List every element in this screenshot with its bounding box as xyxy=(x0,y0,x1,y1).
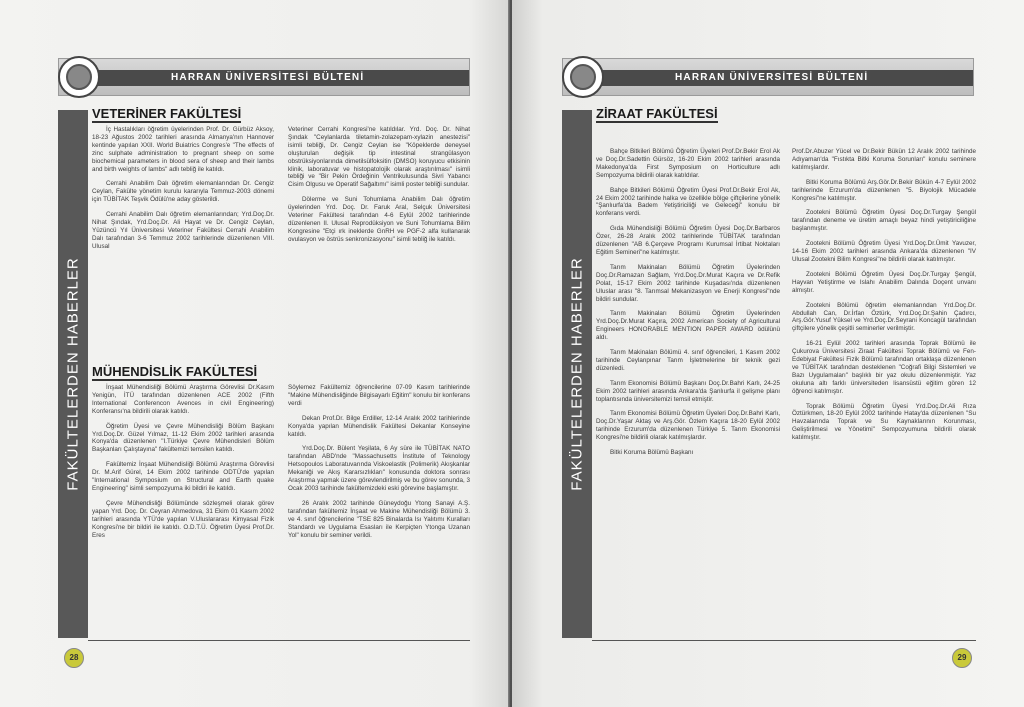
paragraph: Dölerme ve Suni Tohumlama Anabilim Dalı öğretim üyelerinden Yrd. Doç. Dr. Faruk Aral, Selçuk Üniversitesi Veteriner Fakültesi tarafından 4-6 Eylül 2002 tarihlerinde düzenlenen II. Ulusal Reprodüksiyon ve Suni Tohumlama Bilim Kongresine "Etçi ırk ineklerde GnRH ve PGF-2 alfa kullanarak ovulasyon ve östrüs senkronizasyonu" isimli tebliğ ile katıldı. xyxy=(288,196,470,243)
sidebar xyxy=(562,110,592,638)
paragraph: 26 Aralık 2002 tarihinde Güneydoğu Ytong Sanayi A.Ş. tarafından fakültemiz İnşaat ve Makine Mühendisliği Bölümü 3. ve 4. sınıf öğrencilerine "TSE 825 Binalarda Isı Yalıtımı Kuralları Standardı ve Uygulama Esasları ile Kerpiçten Ytonga Uzanan Yol" konulu bir seminer verildi. xyxy=(288,499,470,539)
paragraph: Söylemez Fakültemiz öğrencilerine 07-09 Kasım tarihlerinde "Makine Mühendisliğinde Bilgisayarlı Eğitim" konulu bir konferans verdi xyxy=(288,384,470,407)
page-number: 28 xyxy=(64,648,84,668)
bottom-rule xyxy=(88,640,470,641)
paragraph: Çevre Mühendisliği Bölümünde sözleşmeli olarak görev yapan Yrd. Doç. Dr. Ceyran Ahmedova, 31 Ekim 01 Kasım 2002 tarihleri arasında YTÜ'de yapılan V.Uluslararası Kimyasal Fizik Kongresi'ne bir bildiri ile katıldı. O.D.T.Ü. Öğretim Üyesi Prof.Dr. Eres xyxy=(92,499,274,539)
sidebar-text: FAKÜLTELERDEN HABERLER xyxy=(64,257,82,491)
paragraph: Veteriner Cerrahi Kongresi'ne katıldılar. Yrd. Doç. Dr. Nihat Şındak "Ceylanlarda tiletamin-zolazepam-xylazin anestezisi" isimli tebliği, Dr. Cengiz Ceylan ise "Köpeklerde deneysel oluşturulan değişik tip intestinal strangülasyon obstrüksiyonlarında dimetilsülfoksitin (DMSO) koruyucu etkisinin klinik, laboratuvar ve histopatolojik olarak araştırılması" isimli tebliği ve "Bir Pekin Ördeğinin Ventrikulusunda Sivri Yabancı Cisim Olgusu ve Operatif Sağaltımı" isimli poster tebliği sundular. xyxy=(288,126,470,189)
section-title-veteriner: VETERİNER FAKÜLTESİ xyxy=(92,106,242,121)
university-seal-icon xyxy=(58,56,100,98)
paragraph: Toprak Bölümü Öğretim Üyesi Yrd.Doç.Dr.Ali Rıza Öztürkmen, 18-20 Eylül 2002 tarihinde Hatay'da düzenlenen "Su Havzalarında Toprak ve Su Kaynaklarının Korunması, Geliştirilmesi ve Yönetimi" Sempozyumuna bildirili olarak katılmıştır. xyxy=(792,402,976,442)
paragraph: 16-21 Eylül 2002 tarihleri arasında Toprak Bölümü ile Çukurova Üniversitesi Ziraat Fakültesi Toprak Bölümü ve Fen-Edebiyat Fakültesi Fizik Bölümü tarafından ortaklaşa düzenlenen ve TÜBİTAK tarafından desteklenen "Coğrafi Bilgi Sistemleri ve Bazı Uygulamaları" başlıklı bir yaz okulu düzenlenmiştir. Yaz okuluna altı farklı üniversiteden lisansüstü eğitim gören 12 öğrenci katılmıştır. xyxy=(792,340,976,395)
paragraph: Gıda Mühendisliği Bölümü Öğretim Üyesi Doç.Dr.Barbaros Özer, 26-28 Aralık 2002 tarihlerinde TÜBİTAK tarafından düzenlenen "AB 6.Çerçeve Programı Kurumsal İrtibat Noktaları Eğitim Semineri"ne katılmıştır. xyxy=(596,225,780,256)
vet-column-1 xyxy=(92,126,274,258)
paragraph: Yrd.Doç.Dr. Bülent Yeşilata, 6 Ay süre ile TÜBİTAK NATO tarafından ABD'nde "Massachusetts İnstitute of Teknology Hetsopoulos Laboratuvarında Viskoelastik (Polimerik) Akışkanlar Mekaniği ve Akış Kararsızlıkları" konusunda doktora sonrası Araştırma yapmak üzere görevlendirilmiş ve bu görev sonunda, 3 Ocak 2003 tarihinde fakültemizdeki eski görevine başlamıştır. xyxy=(288,445,470,492)
paragraph: Tarım Makinaları Bölümü Öğretim Üyelerinden Doç.Dr.Ramazan Sağlam, Yrd.Doç.Dr.Murat Kaçıra ve Dr.Refik Polat, 15-17 Ekim 2002 tarihinde Kuşadası'nda düzenlenen Uluslar arası "8. Tarımsal Mekanizasyon ve Enerji Kongresi"nde bildiri sundular. xyxy=(596,263,780,303)
paragraph: İç Hastalıkları öğretim üyelerinden Prof. Dr. Gürbüz Aksoy, 18-23 Ağustos 2002 tarihleri arasında Almanya'nın Hannover kentinde yapılan XXII. World Buiatrics Congres'e "The effects of zinc sulphate administration to pregnant sheep on some biochemical parameters in blood sera of sheep and their lambs and birth weights of lambs" adlı tebliğ ile katıldı. xyxy=(92,126,274,173)
paragraph: Bitki Koruma Bölümü Başkanı xyxy=(610,449,694,457)
paragraph: Bitki Koruma Bölümü Arş.Gör.Dr.Bekir Bükün 4-7 Eylül 2002 tarihlerinde Erzurum'da düzenlenen "5. Biyolojik Mücadele Kongresi"ne katılmıştır. xyxy=(792,178,976,202)
left-page xyxy=(0,0,510,707)
sidebar-text: FAKÜLTELERDEN HABERLER xyxy=(568,257,586,491)
paragraph: Cerrahi Anabilim Dalı öğretim elemanlarından Dr. Cengiz Ceylan, Fakülte yönetim kurulu kararıyla Temmuz-2003 dönemi için TÜBİTAK Teşvik Ödülü'ne aday gösterildi. xyxy=(92,180,274,204)
paragraph: Zootekni Bölümü Öğretim Üyesi Yrd.Doç.Dr.Ümit Yavuzer, 14-16 Ekim 2002 tarihleri arasında Ankara'da düzenlenen "IV Ulusal Zootekni Bilim Kongresi"ne bildirili olarak katılmıştır. xyxy=(792,240,976,263)
paragraph: Tarım Makinaları Bölümü 4. sınıf öğrencileri, 1 Kasım 2002 tarihinde Ceylanpınar Tarım İşletmelerine bir teknik gezi düzenledi. xyxy=(596,349,780,372)
paragraph: Prof.Dr.Abuzer Yücel ve Dr.Bekir Bükün 12 Aralık 2002 tarihinde Adıyaman'da "Fıstıkta Bitki Koruma Sorunları" konulu seminere katılmışlardır. xyxy=(792,148,976,171)
paragraph: Tarım Ekonomisi Bölümü Başkanı Doç.Dr.Bahri Karlı, 24-25 Ekim 2002 tarihleri arasında Ankara'da Şanlıurfa il gelişme planı toplantısında üniversitemizi temsil etmiştir. xyxy=(596,379,780,403)
paragraph: Zootekni Bölümü Öğretim Üyesi Doç.Dr.Turgay Şengül, Hayvan Yetiştirme ve Islahı Anabilim Dalında Doçent unvanı almıştır. xyxy=(792,270,976,294)
paragraph: Bahçe Bitkileri Bölümü Öğretim Üyeleri Prof.Dr.Bekir Erol Ak ve Doç.Dr.Sadettin Gürsöz, 16-20 Ekim 2002 tarihleri arasında Makedonya'da First Symposium on Horticulture adlı Sempozyuma bildirili olarak katıldılar. xyxy=(596,148,780,179)
bulletin-title: HARRAN ÜNİVERSİTESİ BÜLTENİ xyxy=(171,72,365,83)
sidebar xyxy=(58,110,88,638)
paragraph: Cerrahi Anabilim Dalı öğretim elemanlarından; Yrd.Doç.Dr. Nihat Şındak, Yrd.Doç.Dr. Ali Hayat ve Dr. Cengiz Ceylan, Yüzüncü Yıl Üniversitesi Veteriner Fakültesi Cerrahi Anabilim Dalı tarafından 3-6 Temmuz 2002 tarihlerinde düzenlenen VIII. Ulusal xyxy=(92,211,274,250)
paragraph: Zootekni Bölümü Öğretim Üyesi Doç.Dr.Turgay Şengül tarafından deneme ve üretim amaçlı beyaz hindi yetiştiriciliğine başlanmıştır. xyxy=(792,209,976,233)
bottom-rule xyxy=(592,640,976,641)
paragraph: Dekan Prof.Dr. Bilge Erdiller, 12-14 Aralık 2002 tarihlerinde Konya'da yapılan Mühendislik Fakültesi Dekanlar Konseyine katıldı. xyxy=(288,414,470,438)
muh-column-1 xyxy=(92,384,274,546)
university-seal-icon xyxy=(562,56,604,98)
vet-column-2 xyxy=(288,126,470,251)
page-number: 29 xyxy=(952,648,972,668)
ziraat-column-2 xyxy=(792,148,976,449)
paragraph: Tarım Ekonomisi Bölümü Öğretim Üyeleri Doç.Dr.Bahri Karlı, Doç.Dr.Yaşar Aktaş ve Arş.Gör. Özlem Kaçıra 18-20 Eylül 2002 tarihinde Erzurum'da düzenlenen Türkiye 5. Tarım Ekonomisi Kongresi'ne bildirili olarak katılmışlardır. xyxy=(596,410,780,442)
section-title-muhendislik: MÜHENDİSLİK FAKÜLTESİ xyxy=(92,364,258,379)
paragraph: Fakültemiz İnşaat Mühendisliği Bölümü Araştırma Görevlisi Dr. M.Arif Gürel, 14 Ekim 2002 tarihinde ODTÜ'de yapılan "International Symposium on Structural and Earth quake Engineering" isimli sempozyuma iki bildiri ile katıldı. xyxy=(92,461,274,492)
paragraph: Tarım Makinaları Bölümü Öğretim Üyelerinden Yrd.Doç.Dr.Murat Kaçıra, 2002 American Society of Agricultural Engineers HONORABLE MENTION PAPER AWARD ödülünü aldı. xyxy=(596,310,780,342)
paragraph: Bahçe Bitkileri Bölümü Öğretim Üyesi Prof.Dr.Bekir Erol Ak, 24 Ekim 2002 tarihinde halka ve özellikle bölge çiftçilerine yönelik "Şanlıurfa'da Badem Yetiştiriciliği ve Geleceği" konulu bir konferans verdi. xyxy=(596,186,780,218)
paragraph: Öğretim Üyesi ve Çevre Mühendisliği Bölüm Başkanı Yrd.Doç.Dr. Güzel Yılmaz, 11-12 Ekim 2002 tarihleri arasında Konya'da düzenlenen "I.Türkiye Çevre Mühendisleri Bölüm Başkanları Çalıştayına" fakültemizi temsilen katıldı. xyxy=(92,422,274,454)
paragraph: Zootekni Bölümü öğretim elemanlarından Yrd.Doç.Dr. Abdullah Can, Dr.İrfan Öztürk, Yrd.Doç.Dr.Şahin Çadırcı, Arş.Gör.Yusuf Yüksel ve Yrd.Doç.Dr.Seyrani Koncagül tarafından çiftçilere yönelik çeşitli seminerler verilmiştir. xyxy=(792,301,976,333)
muh-column-2 xyxy=(288,384,470,546)
bulletin-header xyxy=(562,58,974,96)
bulletin-title: HARRAN ÜNİVERSİTESİ BÜLTENİ xyxy=(675,72,869,83)
paragraph: İnşaat Mühendisliği Bölümü Araştırma Görevlisi Dr.Kasım Yenigün, İTÜ tarafından düzenlenen ACE 2002 (Fifth International Conferencon Avences in civil Engineering) Konferansı'na bildirili olarak katıldı. xyxy=(92,384,274,415)
ziraat-column-1 xyxy=(596,148,780,464)
bulletin-header xyxy=(58,58,470,96)
section-title-ziraat: ZİRAAT FAKÜLTESİ xyxy=(596,106,718,121)
right-page xyxy=(512,0,1024,707)
